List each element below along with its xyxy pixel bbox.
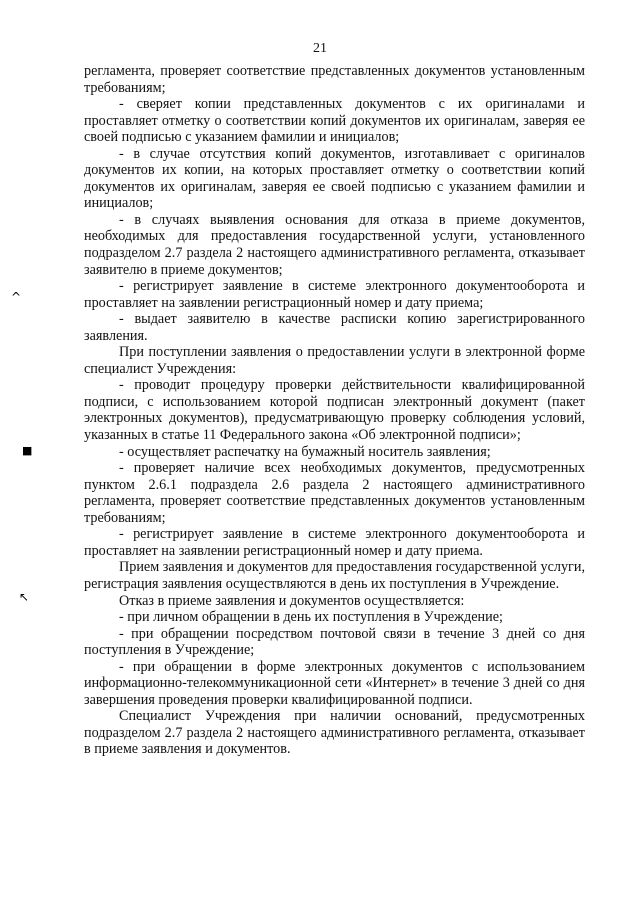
paragraph-list-item: - регистрирует заявление в системе электронного документооборота и проставляет на заявлении регистрационный номер и дату приема.	[84, 526, 585, 559]
paragraph: При поступлении заявления о предоставлении услуги в электронной форме специалист Учреждения:	[84, 344, 585, 377]
paragraph-list-item: - в случаях выявления основания для отказа в приеме документов, необходимых для предоставления государственной услуги, установленного подразделом 2.7 раздела 2 настоящего административного регламента, отказывает заявителю в приеме документов;	[84, 211, 585, 278]
paragraph-list-item: - при личном обращении в день их поступления в Учреждение;	[119, 609, 503, 626]
paragraph-list-item: - при обращении посредством почтовой связи в течение 3 дней со дня поступления в Учреждение;	[84, 625, 585, 659]
paragraph: Специалист Учреждения при наличии оснований, предусмотренных подразделом 2.7 раздела 2 настоящего административного регламента, отказывает в приеме заявления и документов.	[84, 708, 585, 758]
paragraph-list-item: - проверяет наличие всех необходимых документов, предусмотренных пунктом 2.6.1 подраздела 2.6 раздела 2 настоящего административного регламента, проверяет соответствие представленных документов установленным требованиям;	[84, 460, 585, 526]
paragraph: Прием заявления и документов для предоставления государственной услуги, регистрация заявления осуществляются в день их поступления в Учреждение.	[84, 559, 585, 592]
document-body	[84, 63, 585, 758]
paragraph-continuation: регламента, проверяет соответствие представленных документов установленным требованиям;	[84, 63, 585, 96]
paragraph-list-item: - осуществляет распечатку на бумажный носитель заявления;	[119, 443, 491, 460]
paragraph: Отказ в приеме заявления и документов осуществляется:	[119, 592, 465, 609]
paragraph-list-item: - регистрирует заявление в системе электронного документооборота и проставляет на заявлении регистрационный номер и дату приема;	[84, 278, 585, 311]
paragraph-list-item: - проводит процедуру проверки действительности квалифицированной подписи, с использованием которой подписан электронный документ (пакет электронных документов), предусматривающую проверку соблюдения условий, указанных в статье 11 Федерального закона «Об электронной подписи»;	[84, 377, 585, 444]
paragraph-list-item: - сверяет копии представленных документов с их оригиналами и проставляет отметку о соответствии копий документов их оригиналам, заверяя ее своей подписью с указанием фамилии и инициалов;	[84, 96, 585, 146]
page-number: 21	[313, 41, 327, 56]
paragraph-list-item: - в случае отсутствия копий документов, изготавливает с оригиналов документов их копии, на которых проставляет отметку о соответствии копий документов их оригиналам, заверяя ее своей подписью с указанием фамилии и инициалов;	[84, 145, 585, 212]
paragraph-list-item: - выдает заявителю в качестве расписки копию зарегистрированного заявления.	[84, 311, 585, 344]
paragraph-list-item: - при обращении в форме электронных документов с использованием информационно-телекоммуникационной сети «Интернет» в течение 3 дней со дня завершения проведения проверки квалифицированной подписи.	[84, 658, 585, 708]
margin-square-mark: ■	[22, 444, 33, 457]
margin-arrow-mark: ↖	[19, 590, 30, 604]
margin-caret-mark: ^	[11, 290, 22, 304]
